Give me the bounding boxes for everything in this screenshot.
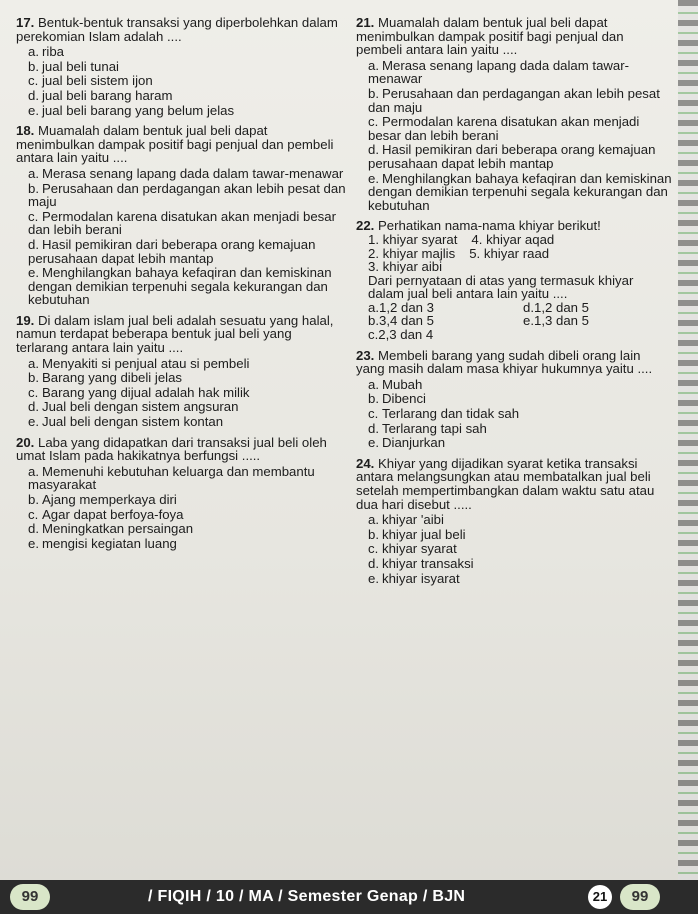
option-text: Menyakiti si penjual atau si pembeli <box>42 355 250 371</box>
option-item <box>28 89 346 103</box>
option-item <box>368 87 672 114</box>
option-letter: e. <box>368 170 379 186</box>
option-text: riba <box>42 44 64 60</box>
option-letter: b. <box>368 526 379 542</box>
question-number: 24. <box>356 455 375 471</box>
question-stem: Laba yang didapatkan dari transaksi jual beli oleh umat Islam pada hakikatnya berfungsi ..... <box>16 434 327 464</box>
option-text: Perusahaan dan perdagangan akan lebih pesat dan maju <box>368 85 660 115</box>
option-letter: e. <box>368 435 379 451</box>
option-letter: d. <box>368 420 379 436</box>
option-letter: a. <box>28 165 39 181</box>
left-column <box>16 16 346 557</box>
option-text: jual beli tunai <box>42 58 119 74</box>
question-22 <box>356 219 672 341</box>
option-text: khiyar jual beli <box>382 526 466 542</box>
option-text: Agar dapat berfoya-foya <box>42 506 184 522</box>
option-item <box>368 436 672 450</box>
option-text: Hasil pemikiran dari beberapa orang kemajuan perusahaan dapat lebih mantap <box>368 142 656 171</box>
option-item <box>368 542 672 556</box>
question-stem: Bentuk-bentuk transaksi yang diperbolehkan dalam perekomian Islam adalah .... <box>16 15 338 44</box>
option-letter: c. <box>28 208 39 224</box>
options-list <box>16 45 346 117</box>
question-21 <box>356 16 672 212</box>
option-item <box>523 314 672 328</box>
option-text: 1,2 dan 5 <box>534 299 589 315</box>
option-letter: e. <box>368 570 379 586</box>
question-18 <box>16 124 346 307</box>
option-text: Memenuhi kebutuhan keluarga dan membantu masyarakat <box>28 463 315 493</box>
option-item <box>28 400 346 414</box>
option-item <box>368 407 672 421</box>
option-letter: c. <box>368 114 379 130</box>
option-item <box>28 493 346 507</box>
question-number: 20. <box>16 434 35 450</box>
option-item <box>28 386 346 400</box>
right-column <box>356 16 672 592</box>
option-text: 3,4 dan 5 <box>379 313 434 329</box>
option-item <box>28 60 346 74</box>
option-text: Dibenci <box>382 391 426 407</box>
question-number: 23. <box>356 347 375 363</box>
option-letter: a. <box>368 512 379 528</box>
option-item <box>368 143 672 170</box>
option-letter: e. <box>523 313 534 329</box>
option-item <box>368 528 672 542</box>
option-text: Mubah <box>382 376 423 392</box>
option-letter: e. <box>28 414 39 430</box>
option-item <box>523 301 672 315</box>
options-list <box>356 59 672 213</box>
option-text: 1,3 dan 5 <box>534 313 589 329</box>
option-letter: b. <box>368 391 379 407</box>
option-letter: c. <box>28 73 39 89</box>
option-text: Menghilangkan bahaya kefaqiran dan kemiskinan dengan demikian terpenuhi segala kekurangan dan kebutuhan <box>28 265 332 308</box>
option-letter: d. <box>28 521 39 537</box>
option-item <box>28 415 346 429</box>
khiyar-item: 3. khiyar aibi <box>368 259 443 275</box>
option-letter: a. <box>28 44 39 60</box>
option-letter: b. <box>28 370 39 386</box>
option-text: khiyar syarat <box>382 541 457 557</box>
option-text: Meningkatkan persaingan <box>42 521 194 537</box>
option-letter: a. <box>368 299 379 315</box>
option-letter: d. <box>28 87 39 103</box>
option-text: Jual beli dengan sistem angsuran <box>42 399 239 415</box>
option-text: Menghilangkan bahaya kefaqiran dan kemiskinan dengan demikian terpenuhi segala kekurangan dan kebutuhan <box>368 170 672 213</box>
option-item <box>28 465 346 492</box>
option-item <box>28 238 346 265</box>
option-letter: e. <box>28 535 39 551</box>
question-17 <box>16 16 346 117</box>
option-item <box>28 266 346 307</box>
question-stem-continued: Dari pernyataan di atas yang termasuk khiyar dalam jual beli antara lain yaitu .... <box>368 272 634 302</box>
option-text: khiyar transaksi <box>382 555 474 571</box>
footer-badge-right: 99 <box>620 884 660 910</box>
option-text: mengisi kegiatan luang <box>42 535 177 551</box>
option-item <box>28 210 346 237</box>
option-item <box>368 301 517 315</box>
option-letter: b. <box>368 85 379 101</box>
question-20 <box>16 436 346 551</box>
question-number: 17. <box>16 15 35 30</box>
question-number: 18. <box>16 123 35 139</box>
option-text: Permodalan karena disatukan akan menjadi besar dan lebih berani <box>28 208 336 238</box>
khiyar-item: 2. khiyar majlis <box>368 245 456 261</box>
option-text: Perusahaan dan perdagangan akan lebih pesat dan maju <box>28 180 346 210</box>
option-text: 1,2 dan 3 <box>379 299 434 315</box>
option-text: Merasa senang lapang dada dalam tawar-menawar <box>368 57 630 87</box>
option-text: Barang yang dibeli jelas <box>42 370 183 386</box>
question-number: 21. <box>356 15 375 30</box>
option-text: 2,3 dan 4 <box>378 327 434 343</box>
question-24 <box>356 457 672 585</box>
question-stem: Perhatikan nama-nama khiyar berikut! <box>378 218 601 234</box>
option-letter: c. <box>368 327 379 343</box>
option-item <box>523 328 672 342</box>
footer-bar <box>0 880 698 914</box>
option-letter: c. <box>368 406 379 422</box>
options-list <box>356 513 672 585</box>
option-item <box>368 172 672 213</box>
option-letter: c. <box>28 384 39 400</box>
option-text: Terlarang tapi sah <box>382 420 487 436</box>
decorative-border <box>678 0 698 914</box>
khiyar-list <box>356 233 672 274</box>
footer-breadcrumb: / FIQIH / 10 / MA / Semester Genap / BJN <box>148 888 466 905</box>
option-letter: c. <box>28 506 39 522</box>
option-item <box>368 392 672 406</box>
option-item <box>28 371 346 385</box>
options-list <box>16 167 346 307</box>
option-text: Dianjurkan <box>382 435 446 451</box>
option-item <box>28 357 346 371</box>
option-letter: a. <box>28 355 39 371</box>
option-letter: a. <box>28 463 39 479</box>
option-letter: d. <box>368 142 379 158</box>
option-item <box>368 378 672 392</box>
option-text: khiyar 'aibi <box>382 512 444 528</box>
question-19 <box>16 314 346 429</box>
option-item <box>28 74 346 88</box>
option-letter: c. <box>368 541 379 557</box>
option-item <box>28 104 346 118</box>
option-item <box>368 422 672 436</box>
option-item <box>368 115 672 142</box>
option-text: Barang yang dijual adalah hak milik <box>42 384 250 400</box>
option-item <box>28 182 346 209</box>
option-item <box>368 314 517 328</box>
options-list <box>16 465 346 551</box>
option-text: jual beli barang haram <box>42 87 173 103</box>
option-letter: e. <box>28 102 39 118</box>
option-item <box>28 522 346 536</box>
option-text: Hasil pemikiran dari beberapa orang kemajuan perusahaan dapat lebih mantap <box>28 236 316 266</box>
question-stem: Membeli barang yang sudah dibeli orang lain yang masih dalam masa khiyar hukumnya yaitu .... <box>356 347 653 377</box>
option-text: Permodalan karena disatukan akan menjadi besar dan lebih berani <box>368 114 640 143</box>
option-text: khiyar isyarat <box>382 570 460 586</box>
option-item <box>28 508 346 522</box>
khiyar-item: 4. khiyar aqad <box>471 231 555 247</box>
option-letter: d. <box>523 299 534 315</box>
khiyar-item: 5. khiyar raad <box>469 245 550 261</box>
option-letter: d. <box>28 399 39 415</box>
option-item <box>368 59 672 86</box>
question-number: 19. <box>16 312 35 328</box>
page-number: 21 <box>588 885 612 909</box>
footer-badge-left: 99 <box>10 884 50 910</box>
options-grid <box>356 301 672 342</box>
option-item <box>368 513 672 527</box>
option-letter: d. <box>28 236 39 252</box>
khiyar-item: 1. khiyar syarat <box>368 231 458 247</box>
option-letter: a. <box>368 57 379 73</box>
option-text: Jual beli dengan sistem kontan <box>42 414 224 430</box>
option-item <box>28 167 346 181</box>
option-item <box>368 557 672 571</box>
option-item <box>28 45 346 59</box>
option-text: jual beli sistem ijon <box>42 73 153 89</box>
question-23 <box>356 349 672 450</box>
question-stem: Muamalah dalam bentuk jual beli dapat menimbulkan dampak positif bagi penjual dan pembeli antara lain yaitu .... <box>16 123 334 166</box>
option-letter: b. <box>28 180 39 196</box>
option-item <box>368 328 517 342</box>
option-text: Terlarang dan tidak sah <box>382 406 520 422</box>
option-text: Ajang memperkaya diri <box>42 492 177 507</box>
option-text: Merasa senang lapang dada dalam tawar-menawar <box>42 165 344 181</box>
option-text: jual beli barang yang belum jelas <box>42 102 235 118</box>
option-letter: b. <box>28 492 39 507</box>
option-letter: e. <box>28 265 39 281</box>
option-letter: b. <box>28 58 39 74</box>
question-number: 22. <box>356 218 375 234</box>
option-letter: a. <box>368 376 379 392</box>
option-letter: b. <box>368 313 379 329</box>
options-list <box>356 378 672 450</box>
question-stem: Di dalam islam jual beli adalah sesuatu yang halal, namun terdapat beberapa bentuk jual beli yang terlarang antara lain yaitu .... <box>16 312 334 356</box>
option-item <box>368 572 672 586</box>
option-item <box>28 537 346 551</box>
option-letter: d. <box>368 555 379 571</box>
question-stem: Khiyar yang dijadikan syarat ketika transaksi antara melangsungkan atau membatalkan jual beli setelah mempertimbangkan dalam waktu satu atau dua hari disebut ..... <box>356 455 655 512</box>
options-list <box>16 357 346 429</box>
question-stem: Muamalah dalam bentuk jual beli dapat menimbulkan dampak positif bagi penjual dan pembeli antara lain yaitu .... <box>356 15 624 58</box>
